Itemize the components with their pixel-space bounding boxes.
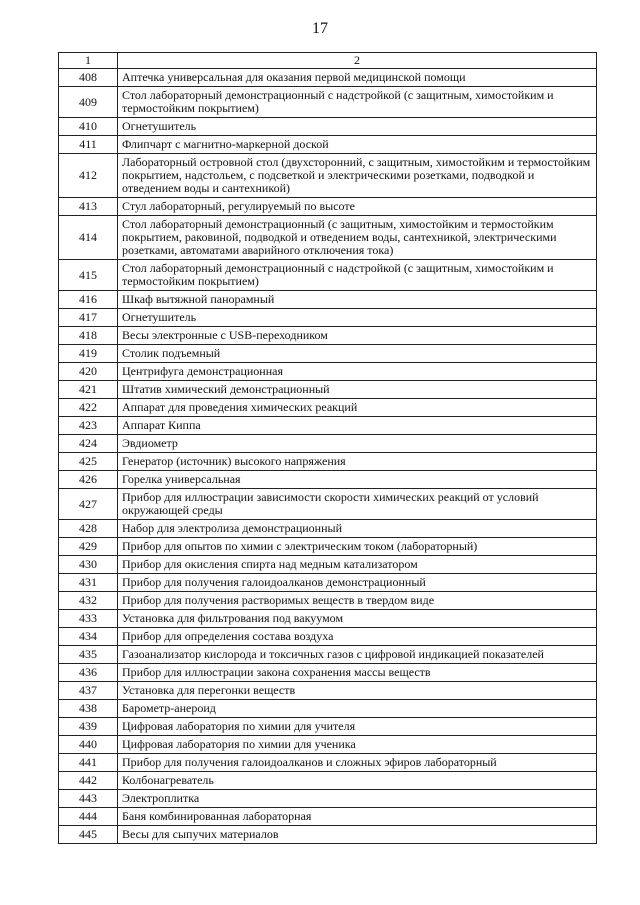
row-number: 410 [59,118,118,136]
table-row [59,646,597,664]
row-name: Столик подъемный [118,345,597,363]
row-name: Генератор (источник) высокого напряжения [118,453,597,471]
row-number: 445 [59,826,118,844]
row-name: Аппарат Киппа [118,417,597,435]
row-number: 408 [59,69,118,87]
table-row [59,808,597,826]
row-name: Цифровая лаборатория по химии для учителя [118,718,597,736]
row-number: 431 [59,574,118,592]
table-row [59,435,597,453]
row-number: 437 [59,682,118,700]
page-number: 17 [312,20,328,37]
table-row [59,489,597,520]
row-name: Газоанализатор кислорода и токсичных газов с цифровой индикацией показателей [118,646,597,664]
row-name: Установка для фильтрования под вакуумом [118,610,597,628]
row-number: 439 [59,718,118,736]
row-name: Стол лабораторный демонстрационный с надстройкой (с защитным, химостойким и термостойким покрытием) [118,87,597,118]
table-row [59,556,597,574]
table-header-row [59,53,597,69]
row-number: 409 [59,87,118,118]
table-row [59,826,597,844]
row-number: 435 [59,646,118,664]
row-number: 418 [59,327,118,345]
row-number: 413 [59,198,118,216]
table-row [59,520,597,538]
table-row [59,291,597,309]
row-name: Установка для перегонки веществ [118,682,597,700]
table-row [59,682,597,700]
row-number: 443 [59,790,118,808]
row-number: 415 [59,260,118,291]
row-number: 444 [59,808,118,826]
row-name: Прибор для определения состава воздуха [118,628,597,646]
row-number: 423 [59,417,118,435]
table-row [59,664,597,682]
row-name: Эвдиометр [118,435,597,453]
row-number: 421 [59,381,118,399]
table-row [59,69,597,87]
row-name: Лабораторный островной стол (двухсторонний, с защитным, химостойким и термостойким покрытием, надстольем, с подсветкой и электрическими розетками, подводкой и отведением воды и сантехникой) [118,154,597,198]
table-row [59,154,597,198]
row-number: 427 [59,489,118,520]
table-row [59,198,597,216]
table-row [59,628,597,646]
row-name: Прибор для опытов по химии с электрическим током (лабораторный) [118,538,597,556]
row-number: 429 [59,538,118,556]
equipment-table [58,52,597,844]
row-name: Прибор для окисления спирта над медным катализатором [118,556,597,574]
row-name: Аппарат для проведения химических реакций [118,399,597,417]
row-name: Стул лабораторный, регулируемый по высоте [118,198,597,216]
table-row [59,736,597,754]
row-name: Цифровая лаборатория по химии для ученика [118,736,597,754]
row-number: 442 [59,772,118,790]
row-number: 420 [59,363,118,381]
table-row [59,309,597,327]
row-name: Центрифуга демонстрационная [118,363,597,381]
row-name: Барометр-анероид [118,700,597,718]
table-row [59,718,597,736]
row-name: Колбонагреватель [118,772,597,790]
row-name: Огнетушитель [118,118,597,136]
row-name: Набор для электролиза демонстрационный [118,520,597,538]
column-header-number: 1 [59,53,118,69]
row-number: 424 [59,435,118,453]
row-name: Горелка универсальная [118,471,597,489]
table-row [59,327,597,345]
row-number: 438 [59,700,118,718]
row-name: Шкаф вытяжной панорамный [118,291,597,309]
row-number: 416 [59,291,118,309]
row-number: 436 [59,664,118,682]
row-number: 441 [59,754,118,772]
table-row [59,136,597,154]
table-row [59,399,597,417]
row-number: 411 [59,136,118,154]
row-name: Флипчарт с магнитно-маркерной доской [118,136,597,154]
row-name: Стол лабораторный демонстрационный с надстройкой (с защитным, химостойким и термостойким покрытием) [118,260,597,291]
row-name: Прибор для получения растворимых веществ в твердом виде [118,592,597,610]
row-name: Прибор для получения галоидоалканов демонстрационный [118,574,597,592]
table-row [59,538,597,556]
row-number: 434 [59,628,118,646]
table-row [59,87,597,118]
row-number: 440 [59,736,118,754]
row-number: 432 [59,592,118,610]
table-row [59,574,597,592]
table-row [59,700,597,718]
table-row [59,592,597,610]
row-name: Аптечка универсальная для оказания первой медицинской помощи [118,69,597,87]
row-number: 433 [59,610,118,628]
row-number: 419 [59,345,118,363]
table-row [59,772,597,790]
table-row [59,363,597,381]
table-row [59,471,597,489]
row-name: Стол лабораторный демонстрационный (с защитным, химостойким и термостойким покрытием, раковиной, подводкой и отведением воды, сантехникой, электрическими розетками, автоматами аварийного отключения тока) [118,216,597,260]
table-row [59,417,597,435]
row-number: 412 [59,154,118,198]
table-row [59,216,597,260]
row-number: 417 [59,309,118,327]
table-row [59,754,597,772]
row-name: Весы электронные с USB-переходником [118,327,597,345]
row-number: 426 [59,471,118,489]
row-number: 428 [59,520,118,538]
table-row [59,790,597,808]
row-name: Штатив химический демонстрационный [118,381,597,399]
table-row [59,260,597,291]
table-row [59,345,597,363]
row-name: Баня комбинированная лабораторная [118,808,597,826]
row-number: 422 [59,399,118,417]
row-name: Электроплитка [118,790,597,808]
row-name: Огнетушитель [118,309,597,327]
column-header-name: 2 [118,53,597,69]
row-name: Прибор для иллюстрации закона сохранения массы веществ [118,664,597,682]
table-row [59,381,597,399]
row-number: 414 [59,216,118,260]
row-name: Прибор для иллюстрации зависимости скорости химических реакций от условий окружающей среды [118,489,597,520]
table-row [59,118,597,136]
table-row [59,453,597,471]
row-number: 425 [59,453,118,471]
table-row [59,610,597,628]
row-name: Прибор для получения галоидоалканов и сложных эфиров лабораторный [118,754,597,772]
row-number: 430 [59,556,118,574]
row-name: Весы для сыпучих материалов [118,826,597,844]
